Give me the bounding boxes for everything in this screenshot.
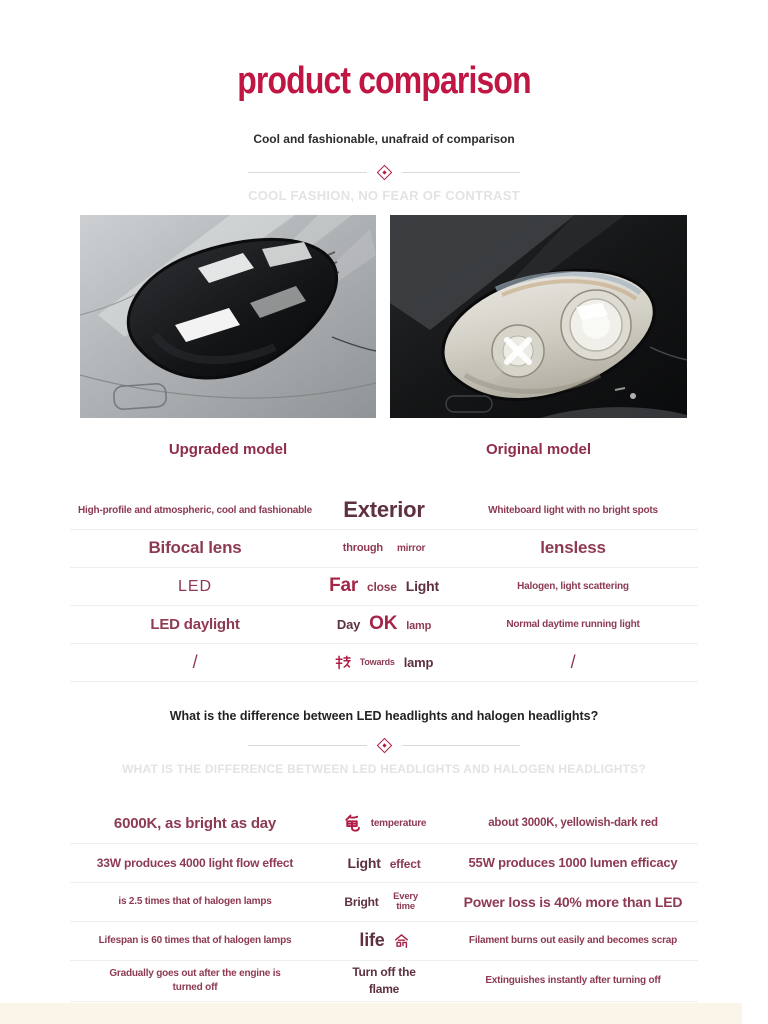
led-value: Lifespan is 60 times that of halogen lamps	[98, 935, 292, 946]
page-title: product comparison	[237, 60, 531, 102]
diamond-icon	[376, 165, 392, 181]
comparison-table-exterior	[70, 492, 698, 682]
attribute-label: temperature	[320, 814, 448, 834]
table-row	[70, 644, 698, 682]
watermark-text: WHAT IS THE DIFFERENCE BETWEEN LED HEADLIGHTS AND HALOGEN HEADLIGHTS?	[122, 762, 646, 776]
led-value: is 2.5 times that of halogen lamps	[118, 896, 272, 907]
original-value: Normal daytime running light	[506, 618, 640, 630]
original-value: /	[570, 651, 576, 672]
section-divider	[248, 167, 520, 178]
table-row	[70, 492, 698, 530]
attribute-label: through mirror	[342, 541, 426, 554]
upgraded-value: Bifocal lens	[148, 538, 242, 558]
watermark-text: COOL FASHION, NO FEAR OF CONTRAST	[248, 188, 520, 203]
divider-line	[248, 745, 367, 746]
divider-line	[248, 172, 367, 173]
halogen-value: Extinguishes instantly after turning off	[485, 975, 661, 986]
attribute-label: Bright Every time	[344, 890, 418, 912]
section-question: What is the difference between LED headlights and halogen headlights?	[169, 709, 599, 723]
attribute-label: Exterior	[343, 497, 425, 523]
original-value: Halogen, light scattering	[517, 580, 629, 592]
diamond-icon	[376, 738, 392, 754]
table-row	[70, 883, 698, 922]
led-value: 33W produces 4000 light flow effect	[96, 855, 294, 870]
upgraded-value: /	[192, 651, 198, 672]
original-model-photo	[390, 215, 687, 418]
halogen-value: about 3000K, yellowish-dark red	[488, 817, 658, 830]
comparison-table-led-vs-halogen	[70, 805, 698, 1002]
table-row	[70, 606, 698, 644]
led-headlight-image	[80, 215, 376, 418]
upgraded-value: High-profile and atmospheric, cool and fashionable	[78, 504, 312, 516]
halogen-value: Power loss is 40% more than LED	[463, 893, 683, 910]
original-value: Whiteboard light with no bright spots	[488, 504, 658, 516]
attribute-label: life	[320, 930, 448, 952]
attribute-label: Light effect	[347, 854, 421, 871]
cn-char-life-icon	[394, 934, 409, 949]
upgraded-model-photo	[80, 215, 376, 418]
cn-char-color-icon	[342, 814, 362, 834]
halogen-value: 55W produces 1000 lumen efficacy	[468, 855, 678, 871]
attribute-label: Turn off the flame	[352, 964, 416, 996]
halogen-value: Filament burns out easily and becomes scrap	[468, 935, 678, 946]
table-row	[70, 530, 698, 568]
cn-char-color-icon	[342, 814, 362, 834]
cn-char-turn-icon	[335, 655, 351, 671]
led-value: 6000K, as bright as day	[113, 815, 277, 832]
bottom-band	[0, 1003, 742, 1024]
table-row	[70, 805, 698, 844]
table-row	[70, 568, 698, 606]
upgraded-model-label: Upgraded model	[168, 441, 288, 458]
page-subtitle: Cool and fashionable, unafraid of comparison	[253, 132, 515, 146]
attribute-label: Far close Light	[329, 575, 439, 597]
original-value: lensless	[540, 538, 606, 558]
section-divider	[248, 740, 520, 751]
led-value: Gradually goes out after the engine is turned off	[109, 967, 281, 993]
original-model-label: Original model	[485, 441, 591, 458]
divider-line	[402, 745, 521, 746]
divider-line	[402, 172, 521, 173]
cn-char-turn-icon	[335, 655, 351, 671]
table-row	[70, 844, 698, 883]
attribute-label: Towards lamp	[320, 655, 448, 671]
table-row	[70, 922, 698, 961]
table-row	[70, 961, 698, 1002]
attribute-label: Day OK lamp	[336, 613, 432, 635]
cn-char-life-icon	[394, 934, 409, 949]
upgraded-value: LED	[177, 577, 213, 595]
upgraded-value: LED daylight	[150, 615, 240, 633]
halogen-headlight-image	[390, 215, 687, 418]
